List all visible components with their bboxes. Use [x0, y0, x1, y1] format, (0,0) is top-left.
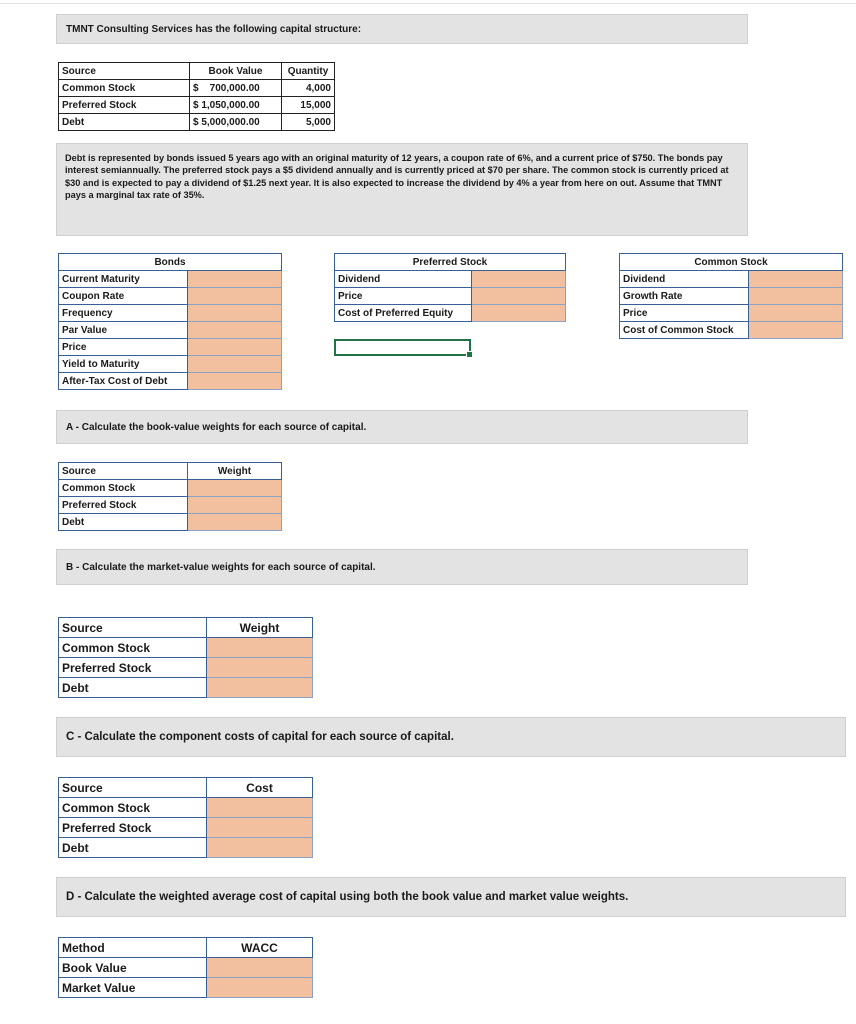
page-title: TMNT Consulting Services has the following capital structure: — [66, 24, 362, 35]
header-source[interactable]: Source — [59, 63, 190, 80]
bonds-header[interactable]: Bonds — [59, 254, 282, 271]
table-row — [59, 356, 282, 373]
header-wacc[interactable]: WACC — [207, 938, 313, 958]
row-label[interactable]: Cost of Common Stock — [620, 322, 749, 339]
row-label[interactable]: Price — [620, 305, 749, 322]
table-row — [59, 114, 335, 131]
row-label[interactable]: Preferred Stock — [59, 497, 188, 514]
table-row — [335, 288, 566, 305]
table-row — [59, 658, 313, 678]
section-d-banner — [56, 877, 846, 917]
fill-handle[interactable] — [466, 351, 473, 358]
table-row — [59, 305, 282, 322]
book-weight-common-input[interactable] — [188, 480, 282, 497]
row-label[interactable]: Market Value — [59, 978, 207, 998]
row-label[interactable]: Preferred Stock — [59, 818, 207, 838]
after-tax-cost-of-debt-input[interactable] — [188, 373, 282, 390]
row-label[interactable]: Price — [59, 339, 188, 356]
table-row — [59, 978, 313, 998]
section-d-prompt: D - Calculate the weighted average cost of capital using both the book value and market value weights. — [66, 891, 629, 903]
source-cell[interactable]: Debt — [59, 114, 190, 131]
table-header-row — [59, 63, 335, 80]
preferred-price-input[interactable] — [472, 288, 566, 305]
table-row — [335, 271, 566, 288]
common-dividend-input[interactable] — [749, 271, 843, 288]
yield-to-maturity-input[interactable] — [188, 356, 282, 373]
table-row — [59, 638, 313, 658]
row-label[interactable]: Common Stock — [59, 480, 188, 497]
header-source[interactable]: Source — [59, 618, 207, 638]
header-weight[interactable]: Weight — [188, 463, 282, 480]
table-row — [59, 818, 313, 838]
table-row — [59, 288, 282, 305]
section-b-banner — [56, 549, 748, 585]
table-row — [59, 958, 313, 978]
table-row — [59, 678, 313, 698]
row-label[interactable]: Cost of Preferred Equity — [335, 305, 472, 322]
row-label[interactable]: Price — [335, 288, 472, 305]
par-value-input[interactable] — [188, 322, 282, 339]
row-label[interactable]: Dividend — [620, 271, 749, 288]
book-value-cell[interactable]: $ 700,000.00 — [190, 80, 282, 97]
preferred-dividend-input[interactable] — [472, 271, 566, 288]
cost-preferred-input[interactable] — [207, 818, 313, 838]
table-row — [59, 838, 313, 858]
header-quantity[interactable]: Quantity — [282, 63, 335, 80]
table-row — [59, 373, 282, 390]
table-row — [59, 480, 282, 497]
common-price-input[interactable] — [749, 305, 843, 322]
row-label[interactable]: Yield to Maturity — [59, 356, 188, 373]
capital-structure-table — [58, 62, 335, 131]
market-weight-preferred-input[interactable] — [207, 658, 313, 678]
market-value-weights-table — [58, 617, 313, 698]
table-row — [59, 271, 282, 288]
book-weight-preferred-input[interactable] — [188, 497, 282, 514]
row-label[interactable]: After-Tax Cost of Debt — [59, 373, 188, 390]
row-label[interactable]: Current Maturity — [59, 271, 188, 288]
table-row — [59, 339, 282, 356]
section-b-prompt: B - Calculate the market-value weights for each source of capital. — [66, 562, 376, 573]
row-label[interactable]: Dividend — [335, 271, 472, 288]
quantity-cell[interactable]: 15,000 — [282, 97, 335, 114]
table-row — [59, 514, 282, 531]
table-row — [620, 305, 843, 322]
row-label[interactable]: Common Stock — [59, 798, 207, 818]
table-row — [620, 322, 843, 339]
section-a-prompt: A - Calculate the book-value weights for each source of capital. — [66, 422, 367, 433]
wacc-table — [58, 937, 313, 998]
table-row — [59, 798, 313, 818]
table-header-row — [59, 778, 313, 798]
row-label[interactable]: Preferred Stock — [59, 658, 207, 678]
book-value-cell[interactable]: $ 5,000,000.00 — [190, 114, 282, 131]
book-weight-debt-input[interactable] — [188, 514, 282, 531]
preferred-header[interactable]: Preferred Stock — [335, 254, 566, 271]
title-banner — [56, 14, 748, 44]
selected-cell[interactable] — [334, 339, 471, 356]
row-label[interactable]: Common Stock — [59, 638, 207, 658]
common-header[interactable]: Common Stock — [620, 254, 843, 271]
coupon-rate-input[interactable] — [188, 288, 282, 305]
table-row — [335, 305, 566, 322]
table-header-row — [59, 938, 313, 958]
table-row — [59, 80, 335, 97]
cost-of-common-stock-input[interactable] — [749, 322, 843, 339]
table-row — [59, 497, 282, 514]
bonds-table — [58, 253, 282, 390]
table-header-row — [59, 618, 313, 638]
row-label[interactable]: Growth Rate — [620, 288, 749, 305]
header-weight[interactable]: Weight — [207, 618, 313, 638]
book-value-weights-table — [58, 462, 282, 531]
section-c-banner — [56, 717, 846, 757]
table-row — [59, 322, 282, 339]
table-header-row — [59, 463, 282, 480]
book-value-cell[interactable]: $ 1,050,000.00 — [190, 97, 282, 114]
price-input[interactable] — [188, 339, 282, 356]
sheet-top-border — [0, 3, 856, 4]
row-label[interactable]: Debt — [59, 514, 188, 531]
cost-debt-input[interactable] — [207, 838, 313, 858]
header-source[interactable]: Source — [59, 778, 207, 798]
wacc-market-value-input[interactable] — [207, 978, 313, 998]
row-label[interactable]: Par Value — [59, 322, 188, 339]
source-cell[interactable]: Preferred Stock — [59, 97, 190, 114]
section-c-prompt: C - Calculate the component costs of capital for each source of capital. — [66, 731, 454, 743]
market-weight-debt-input[interactable] — [207, 678, 313, 698]
table-row — [59, 97, 335, 114]
header-source[interactable]: Source — [59, 463, 188, 480]
row-label[interactable]: Coupon Rate — [59, 288, 188, 305]
section-a-banner — [56, 410, 748, 444]
header-method[interactable]: Method — [59, 938, 207, 958]
current-maturity-input[interactable] — [188, 271, 282, 288]
common-stock-table — [619, 253, 843, 339]
table-row — [620, 288, 843, 305]
frequency-input[interactable] — [188, 305, 282, 322]
problem-description: Debt is represented by bonds issued 5 years ago with an original maturity of 12 years, a coupon rate of 6%, and a current price of $750. The bonds pay interest semiannually. The preferred stock pays a $5 dividend annually and is currently priced at $70 per share. The common stock is currently priced at $30 and is expected to pay a dividend of $1.25 next year. It is also expected to increase the dividend by 4% a year from here on out. Assume that TMNT pays a marginal tax rate of 35%. — [56, 143, 748, 236]
preferred-stock-table — [334, 253, 566, 322]
row-label[interactable]: Book Value — [59, 958, 207, 978]
growth-rate-input[interactable] — [749, 288, 843, 305]
cost-common-input[interactable] — [207, 798, 313, 818]
table-row — [620, 271, 843, 288]
row-label[interactable]: Frequency — [59, 305, 188, 322]
quantity-cell[interactable]: 5,000 — [282, 114, 335, 131]
component-costs-table — [58, 777, 313, 858]
row-label[interactable]: Debt — [59, 838, 207, 858]
source-cell[interactable]: Common Stock — [59, 80, 190, 97]
quantity-cell[interactable]: 4,000 — [282, 80, 335, 97]
cost-of-preferred-equity-input[interactable] — [472, 305, 566, 322]
header-book-value[interactable]: Book Value — [190, 63, 282, 80]
market-weight-common-input[interactable] — [207, 638, 313, 658]
wacc-book-value-input[interactable] — [207, 958, 313, 978]
header-cost[interactable]: Cost — [207, 778, 313, 798]
row-label[interactable]: Debt — [59, 678, 207, 698]
